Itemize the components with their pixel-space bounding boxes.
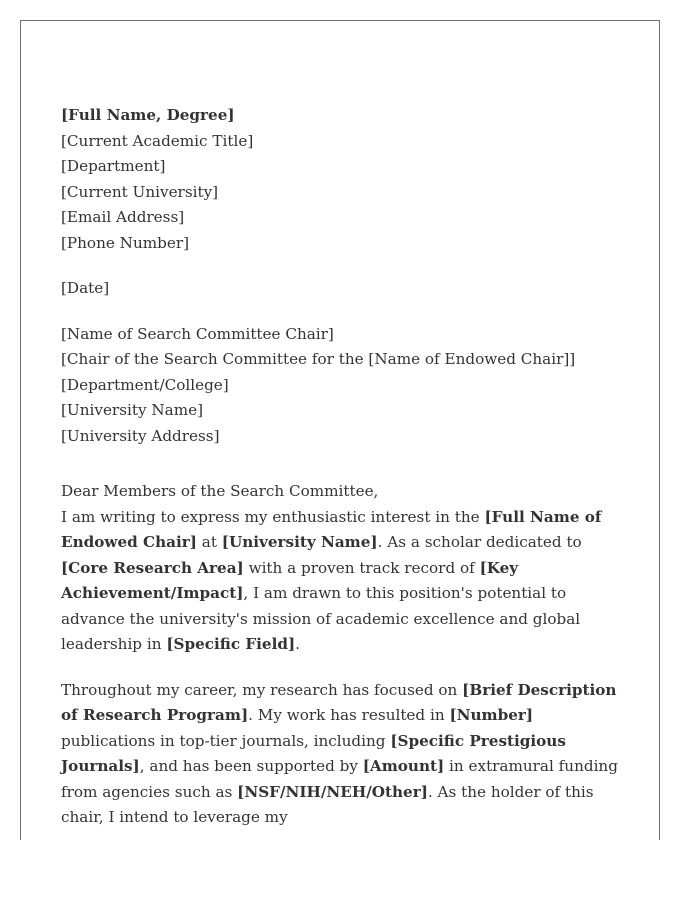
recipient-name: [Name of Search Committee Chair]: [61, 324, 334, 343]
letter-date: [Date]: [61, 279, 110, 297]
recipient-department: [Department/College]: [61, 375, 229, 394]
sender-name-degree: [Full Name, Degree]: [61, 106, 235, 124]
paragraph-research: Throughout my career, my research has focused on [Brief Description of Research Program]. My work has resulted in [Number] publications in top-tier journals, including [Specific Prestigious Journals], and has been supported by [Amount] in extramural funding from agencies such as [NSF/NIH/NEH/Other]. As the holder of this chair, I intend to leverage my: [61, 680, 618, 826]
letter-page: [20, 20, 660, 840]
paragraph-intro: I am writing to express my enthusiastic interest in the [Full Name of Endowed Chair] at [University Name]. As a scholar dedicated to [Core Research Area] with a proven track record of [Key Achievement/Impact], I am drawn to this position's potential to advance the university's mission of academic excellence and global leadership in [Specific Field].: [61, 507, 602, 653]
sender-title: [Current Academic Title]: [61, 131, 254, 150]
sender-phone: [Phone Number]: [61, 233, 190, 252]
recipient-role: [Chair of the Search Committee for the [Name of Endowed Chair]]: [61, 350, 576, 368]
sender-block: [61, 103, 621, 256]
recipient-address: [University Address]: [61, 426, 220, 445]
sender-email: [Email Address]: [61, 208, 185, 226]
salutation: Dear Members of the Search Committee,: [61, 482, 379, 500]
date-block: [61, 276, 621, 302]
letter-body: [61, 103, 621, 831]
recipient-block: [61, 322, 621, 450]
sender-university: [Current University]: [61, 182, 219, 201]
recipient-university: [University Name]: [61, 401, 204, 419]
sender-department: [Department]: [61, 157, 166, 175]
